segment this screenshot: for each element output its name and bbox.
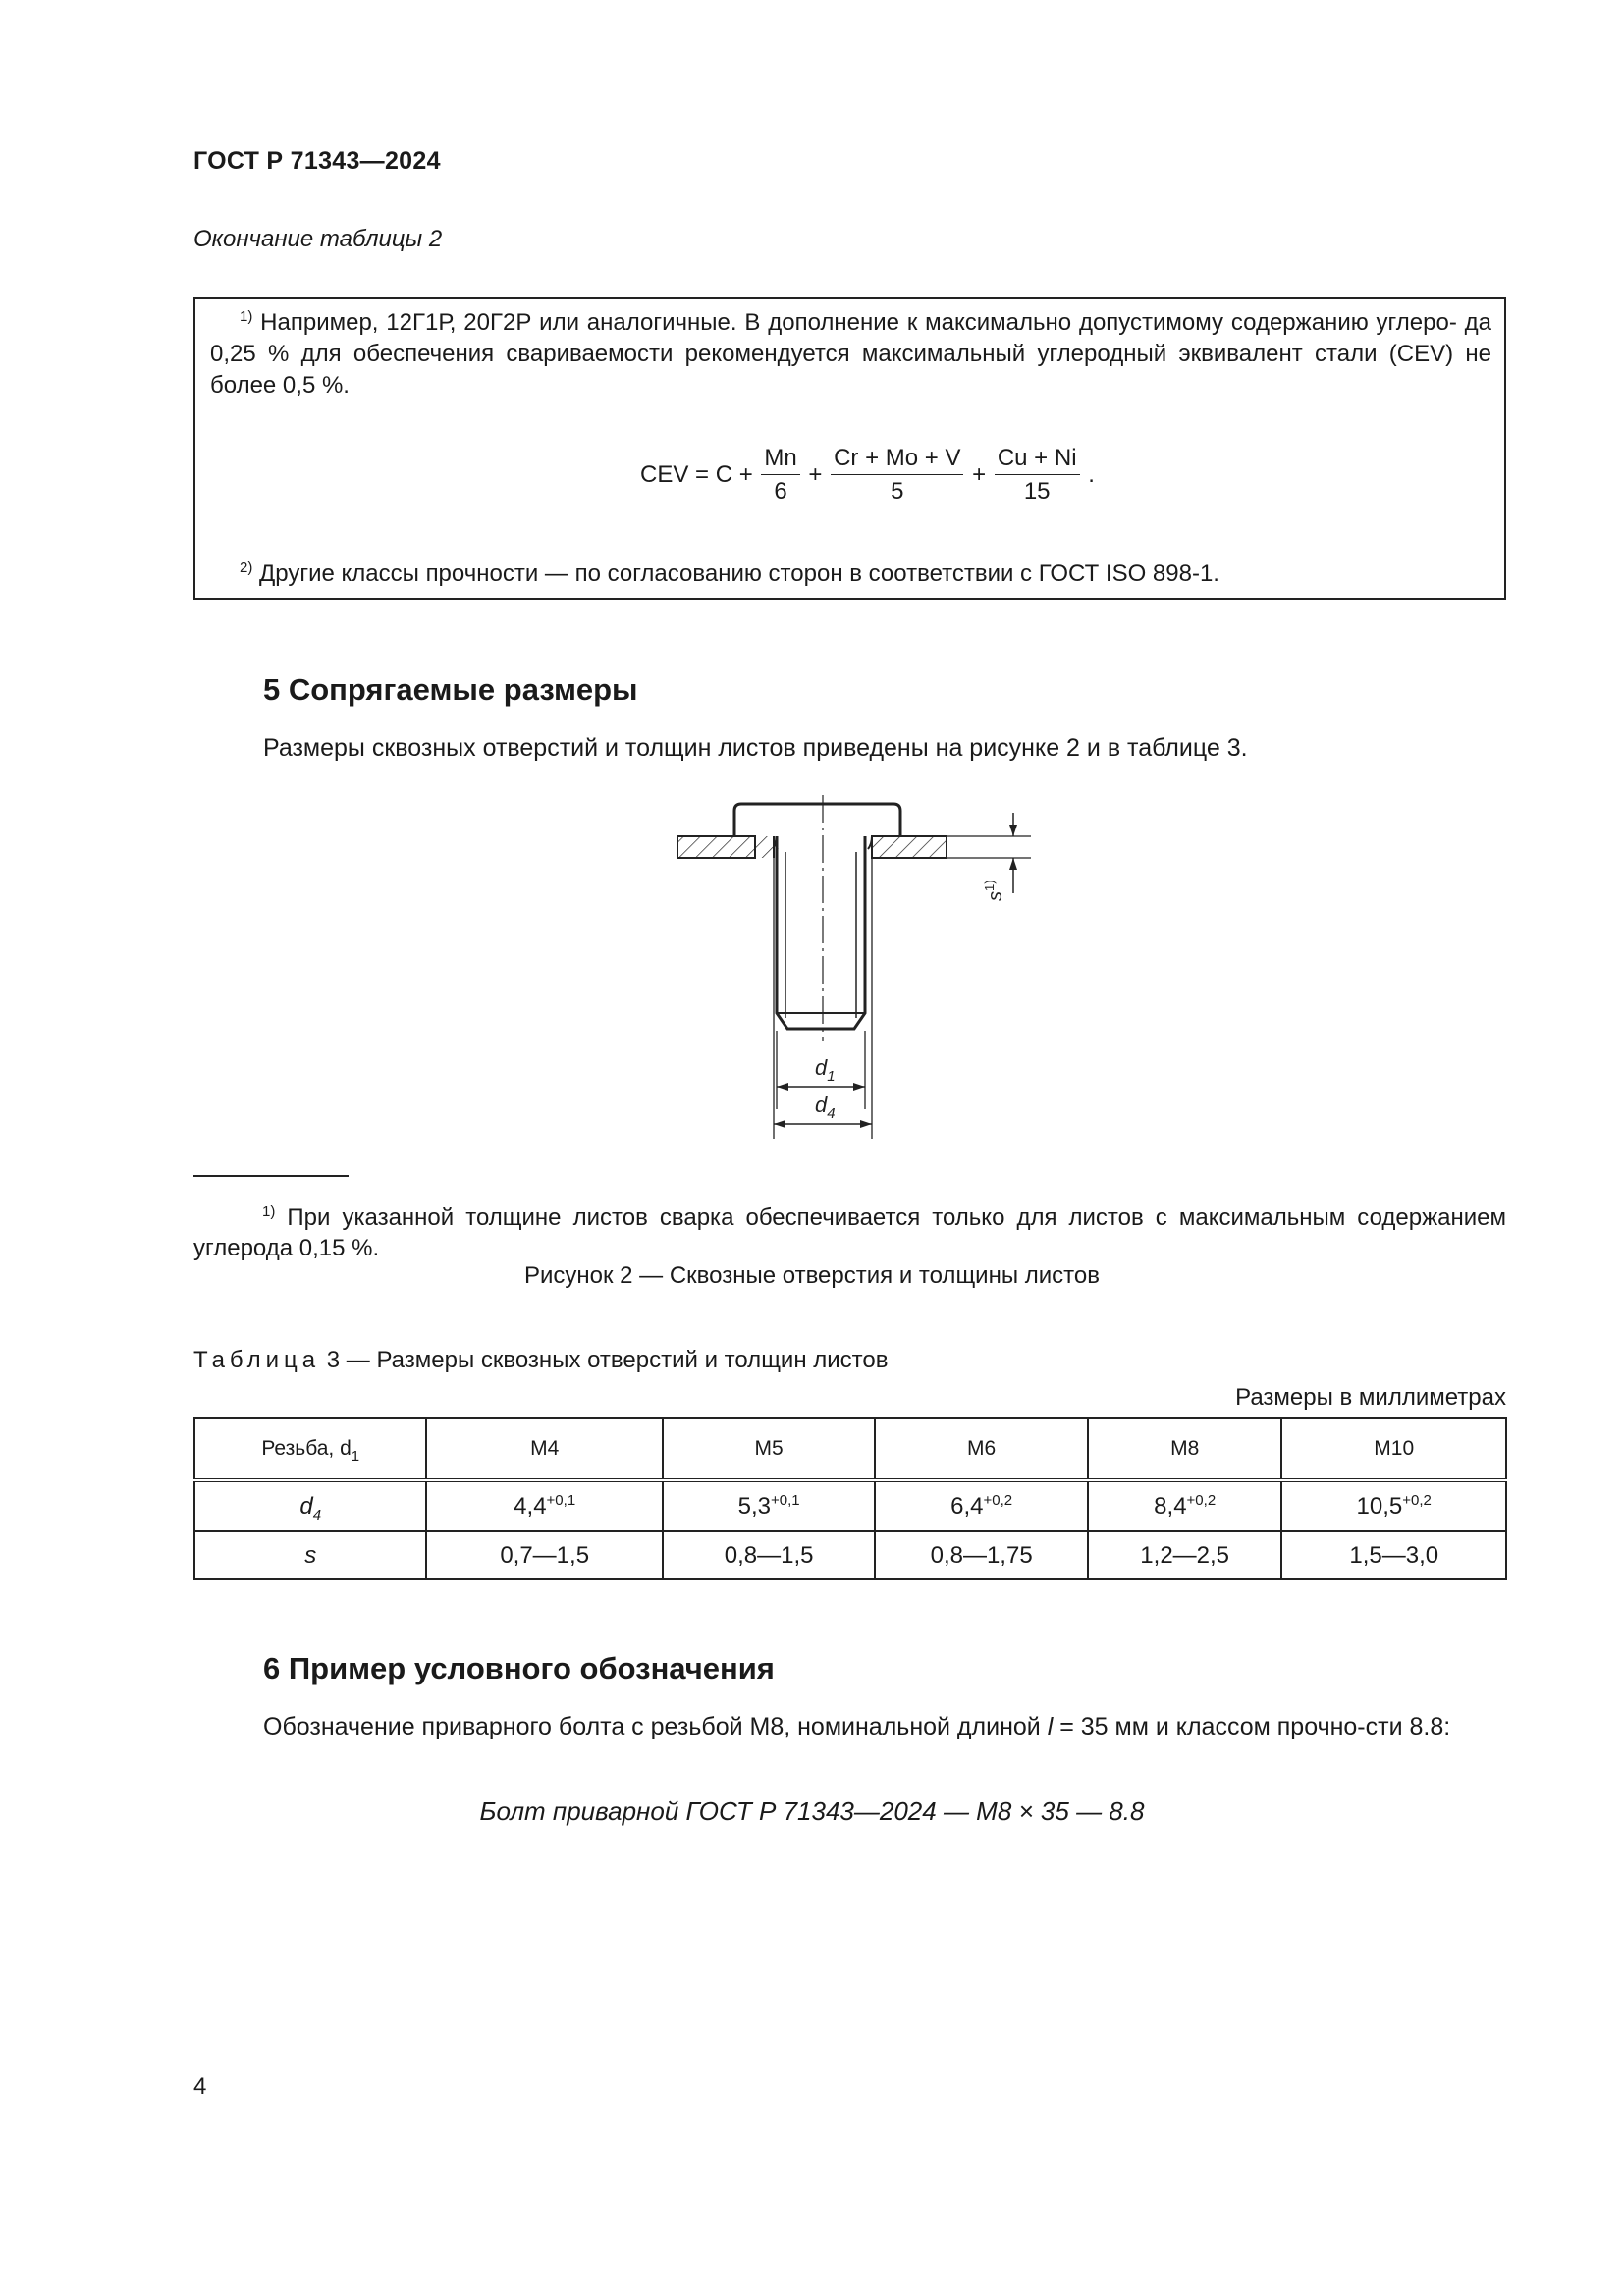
footnote-1-line-3: не более 0,5 %. [210,341,1491,399]
page-number: 4 [193,2073,207,2100]
fraction-denominator: 5 [891,478,904,505]
table-row-s [194,1531,1506,1579]
table-header-cell: M8 [1088,1418,1282,1480]
section-5-paragraph: Размеры сквозных отверстий и толщин листов приведены на рисунке 2 и в таблице 3. [263,734,1248,762]
footnote-1-line-1: Например, 12Г1Р, 20Г2Р или аналогичные. В дополнение к максимально допустимому содержанию углеро- [260,309,1457,336]
table-cell: $6,4^{+0,2}$ [875,1480,1088,1531]
formula-fraction-crmov [831,445,963,506]
table-header-label: Резьба, $d_1$ [194,1418,426,1480]
table-header-cell: M6 [875,1418,1088,1480]
formula-lhs: CEV = C + [640,461,753,488]
fraction-numerator: Cr + Mo + V [831,445,963,475]
footnote-separator [193,1175,349,1177]
row-label-s: s [194,1531,426,1579]
section-6-title: 6 Пример условного обозначения [263,1651,775,1685]
formula-fraction-mn [761,445,799,506]
table-cell: $8,4^{+0,2}$ [1088,1480,1282,1531]
para-part-b: = 35 мм и классом прочно-сти 8.8: [1053,1713,1451,1740]
figure-2-drawing [668,785,1041,1163]
table-header-row [194,1418,1506,1480]
label-d1: $d_1$ [815,1055,836,1085]
footnote-1-line-2: да 0,25 % для обеспечения свариваемости рекомендуется максимальный углеродный эквивалент стали (CEV) [210,309,1491,367]
table-header-cell: M10 [1281,1418,1506,1480]
figure-footnote-mark: 1) [262,1203,276,1220]
formula-plus: + [972,461,987,488]
bolt-head [734,804,900,836]
table-row-d4 [194,1480,1506,1531]
designation-example: Болт приварной ГОСТ Р 71343—2024 — М8 × 35 — 8.8 [479,1796,1145,1826]
footnote-2-mark: 2) [240,560,253,576]
footnote-2 [240,561,1219,588]
footnote-1 [210,307,1491,401]
fraction-numerator: Mn [761,445,799,475]
plate-section-left [677,836,755,858]
table-title-rest: 3 — Размеры сквозных отверстий и толщин листов [326,1347,889,1373]
table-cell: $5,3^{+0,1}$ [663,1480,876,1531]
label-s [982,880,1006,901]
table-cell: $10,5^{+0,2}$ [1281,1480,1506,1531]
fraction-denominator: 6 [774,478,787,505]
table2-footnotes-box [193,297,1506,600]
table-title-prefix: Таблица [193,1347,321,1373]
section-6-paragraph [193,1710,1506,1743]
svg-text:s1): $s^{1)}$ [982,880,1006,901]
formula-end: . [1088,461,1095,488]
footnote-2-text: Другие классы прочности — по согласованию сторон в соответствии с ГОСТ ISO 898-1. [259,561,1219,587]
table-cell: 0,8—1,75 [875,1531,1088,1579]
para-length-symbol: l [1047,1713,1054,1740]
formula-plus: + [808,461,823,488]
figure-footnote-text: При указанной толщине листов сварка обеспечивается только для листов с максимальным содержанием углерода 0,15 %. [193,1204,1506,1261]
cev-formula [640,445,1095,504]
table-3-title [193,1347,889,1374]
table-header-cell: M5 [663,1418,876,1480]
table-cell: $4,4^{+0,1}$ [426,1480,662,1531]
table-3 [193,1417,1507,1580]
row-label-d4: $d_4$ [194,1480,426,1531]
figure-footnote [193,1202,1506,1263]
section-5-title: 5 Сопрягаемые размеры [263,672,638,707]
table-header-cell: M4 [426,1418,662,1480]
plate-section-right [872,836,947,858]
label-d4: $d_4$ [815,1093,836,1122]
bolt-through-hole-diagram [668,785,1041,1158]
bolt-shank [777,836,865,1029]
table-cell: 1,2—2,5 [1088,1531,1282,1579]
figure-caption: Рисунок 2 — Сквозные отверстия и толщины листов [523,1262,1100,1289]
para-part-a: Обозначение приварного болта с резьбой М8, номинальной длиной [263,1713,1048,1740]
table-continuation-caption: Окончание таблицы 2 [193,226,443,252]
table-cell: 0,7—1,5 [426,1531,662,1579]
footnote-1-mark: 1) [240,308,253,325]
table-cell: 0,8—1,5 [663,1531,876,1579]
fraction-denominator: 15 [1023,478,1051,505]
fraction-numerator: Cu + Ni [995,445,1080,475]
table-cell: 1,5—3,0 [1281,1531,1506,1579]
table-units-note: Размеры в миллиметрах [1235,1384,1506,1411]
formula-fraction-cuni [995,445,1080,506]
document-header: ГОСТ Р 71343—2024 [193,147,441,175]
